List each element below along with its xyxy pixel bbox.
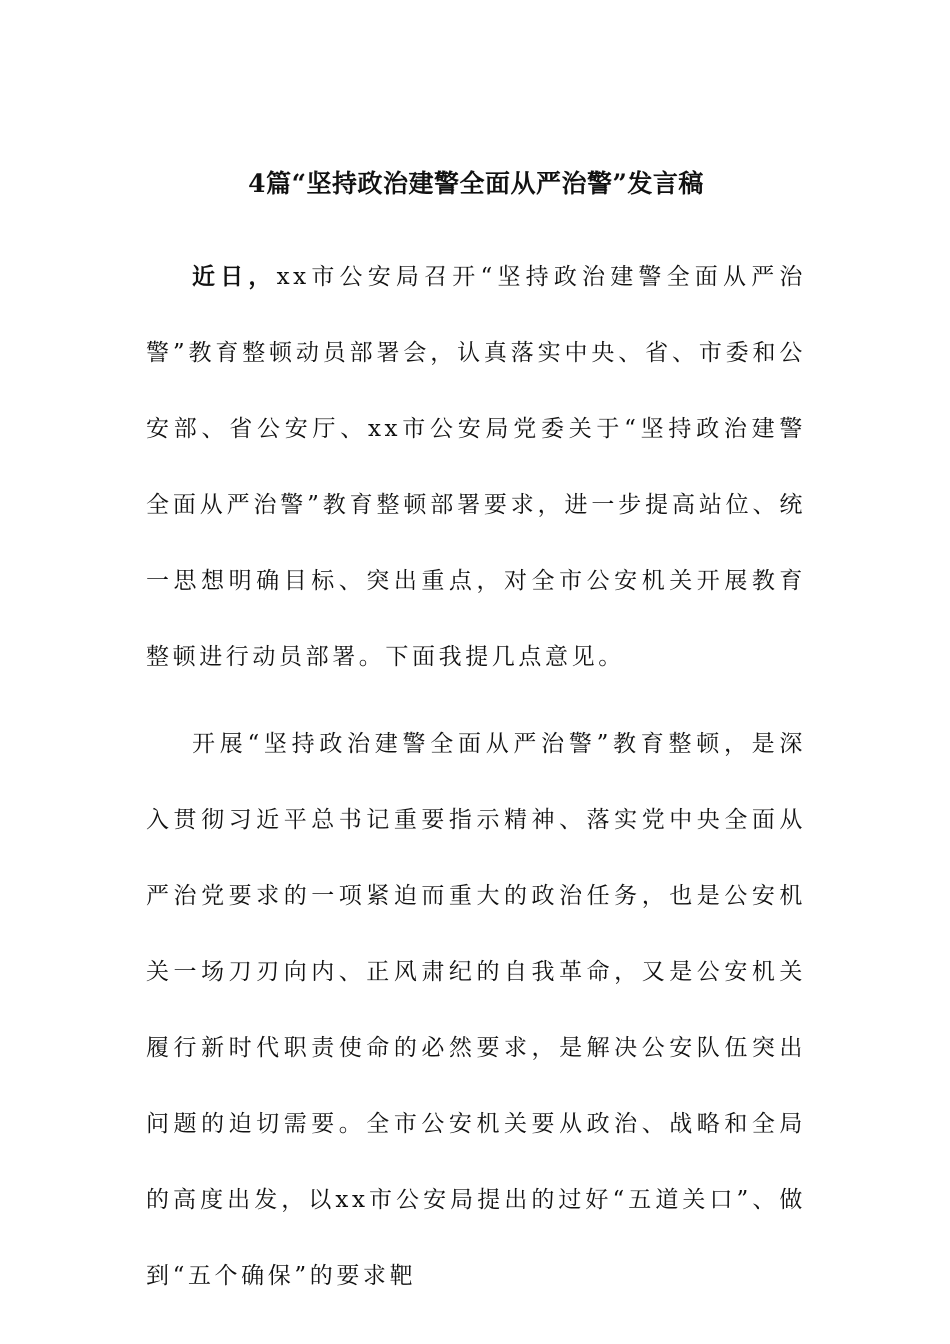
paragraph-1 — [146, 239, 806, 695]
paragraph-2 — [146, 706, 806, 1314]
paragraph-2-text: 开展“坚持政治建警全面从严治警”教育整顿，是深入贯彻习近平总书记重要指示精神、落实党中央全面从严治党要求的一项紧迫而重大的政治任务，也是公安机关一场刀刃向内、正风肃纪的自我革命，又是公安机关履行新时代职责使命的必然要求，是解决公安队伍突出问题的迫切需要。全市公安机关要从政治、战略和全局的高度出发，以xx市公安局提出的过好“五道关口”、做到“五个确保”的要求靶 — [146, 731, 806, 1289]
paragraph-1-lead: 近日， — [192, 263, 277, 290]
document-title: 4篇“坚持政治建警全面从严治警”发言稿 — [248, 169, 704, 198]
paragraph-1-text: xx市公安局召开“坚持政治建警全面从严治警”教育整顿动员部署会，认真落实中央、省、市委和公安部、省公安厅、xx市公安局党委关于“坚持政治建警全面从严治警”教育整顿部署要求，进一步提高站位、统一思想明确目标、突出重点，对全市公安机关开展教育整顿进行动员部署。下面我提几点意见。 — [146, 264, 806, 670]
